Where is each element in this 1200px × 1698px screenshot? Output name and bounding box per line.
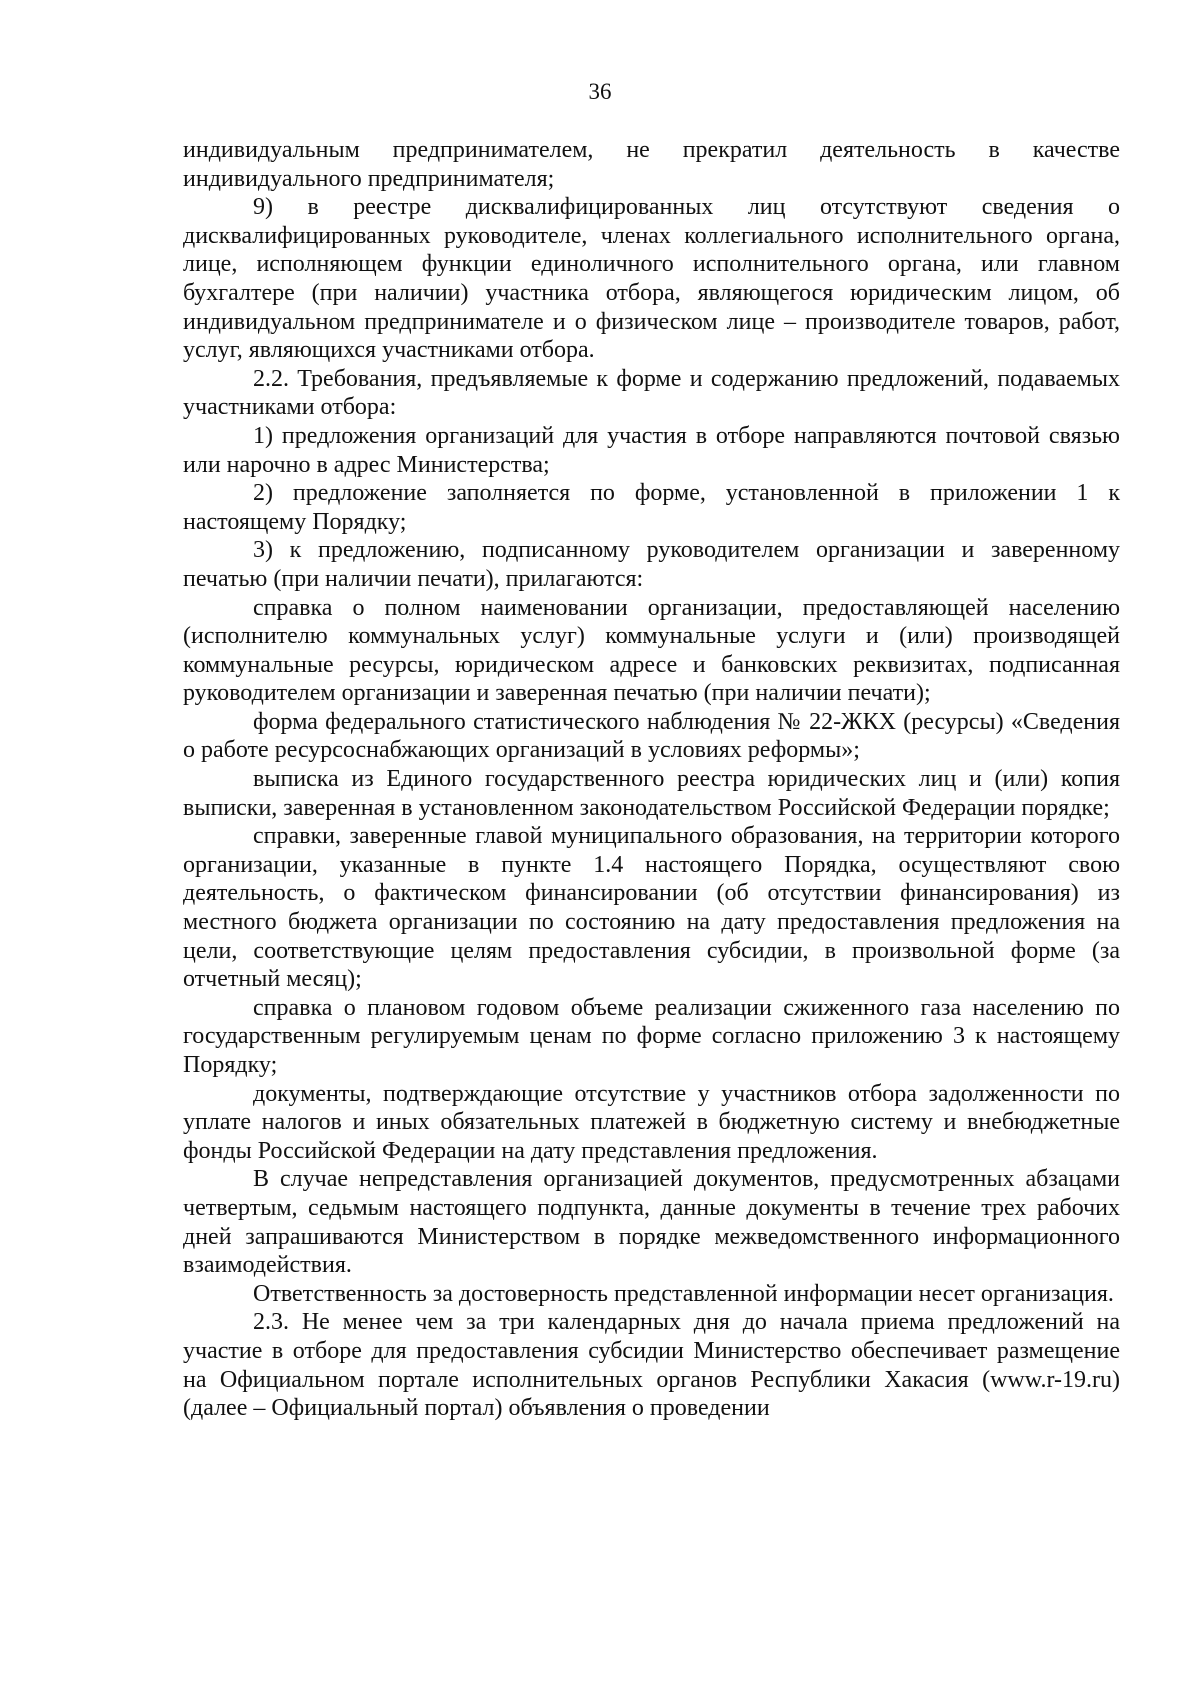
paragraph-item-2: 2) предложение заполняется по форме, установленной в приложении 1 к настоящему Порядку;	[183, 480, 1120, 535]
paragraph-item-3: 3) к предложению, подписанному руководителем организации и заверенному печатью (при наличии печати), прилагаются:	[183, 537, 1120, 592]
paragraph-non-submission: В случае непредставления организацией документов, предусмотренных абзацами четвертым, седьмым настоящего подпункта, данные документы в течение трех рабочих дней запрашиваются Министерством в порядке межведомственного информационного взаимодействия.	[183, 1166, 1120, 1279]
paragraph-org-info-certificate: справка о полном наименовании организации, предоставляющей населению (исполнителю коммунальных услуг) коммунальные услуги и (или) производящей коммунальные ресурсы, юридическом адресе и банковских реквизитах, подписанная руководителем организации и заверенная печатью (при наличии печати);	[183, 594, 1120, 707]
paragraph-section-2-3: 2.3. Не менее чем за три календарных дня до начала приема предложений на участие в отборе для предоставления субсидии Министерство обеспечивает размещение на Официальном портале исполнительных органов Республики Хакасия (www.r-19.ru) (далее – Официальный портал) объявления о проведении	[183, 1309, 1120, 1422]
paragraph-continuation: индивидуальным предпринимателем, не прекратил деятельность в качестве индивидуального предпринимателя;	[183, 137, 1120, 192]
paragraph-item-1: 1) предложения организаций для участия в отборе направляются почтовой связью или нарочно в адрес Министерства;	[183, 422, 1120, 478]
paragraph-responsibility: Ответственность за достоверность представленной информации несет организация.	[253, 1280, 1114, 1307]
page-number: 36	[588, 79, 612, 104]
paragraph-section-2-2: 2.2. Требования, предъявляемые к форме и содержанию предложений, подаваемых участниками отбора:	[183, 365, 1120, 421]
document-body	[183, 136, 1120, 1423]
paragraph-item-9: 9) в реестре дисквалифицированных лиц отсутствуют сведения о дисквалифицированных руководителе, членах коллегиального исполнительного органа, лице, исполняющем функции единоличного исполнительного органа, или главном бухгалтере (при наличии) участника отбора, являющегося юридическим лицом, об индивидуальном предпринимателе и о физическом лице – производителе товаров, работ, услуг, являющихся участниками отбора.	[183, 194, 1120, 364]
paragraph-no-debt-documents: документы, подтверждающие отсутствие у участников отбора задолженности по уплате налогов и иных обязательных платежей в бюджетную систему и внебюджетные фонды Российской Федерации на дату представления предложения.	[183, 1080, 1120, 1164]
paragraph-statistical-form: форма федерального статистического наблюдения № 22-ЖКХ (ресурсы) «Сведения о работе ресурсоснабжающих организаций в условиях реформы»;	[183, 708, 1120, 764]
paragraph-municipal-certificates: справки, заверенные главой муниципального образования, на территории которого организации, указанные в пункте 1.4 настоящего Порядка, осуществляют свою деятельность, о фактическом финансировании (об отсутствии финансирования) из местного бюджета организации по состоянию на дату предоставления предложения на цели, соответствующие целям предоставления субсидии, в произвольной форме (за отчетный месяц);	[183, 823, 1120, 993]
paragraph-registry-extract: выписка из Единого государственного реестра юридических лиц и (или) копия выписки, заверенная в установленном законодательством Российской Федерации порядке;	[183, 766, 1120, 821]
paragraph-gas-volume-certificate: справка о плановом годовом объеме реализации сжиженного газа населению по государственным регулируемым ценам по форме согласно приложению 3 к настоящему Порядку;	[183, 994, 1120, 1078]
